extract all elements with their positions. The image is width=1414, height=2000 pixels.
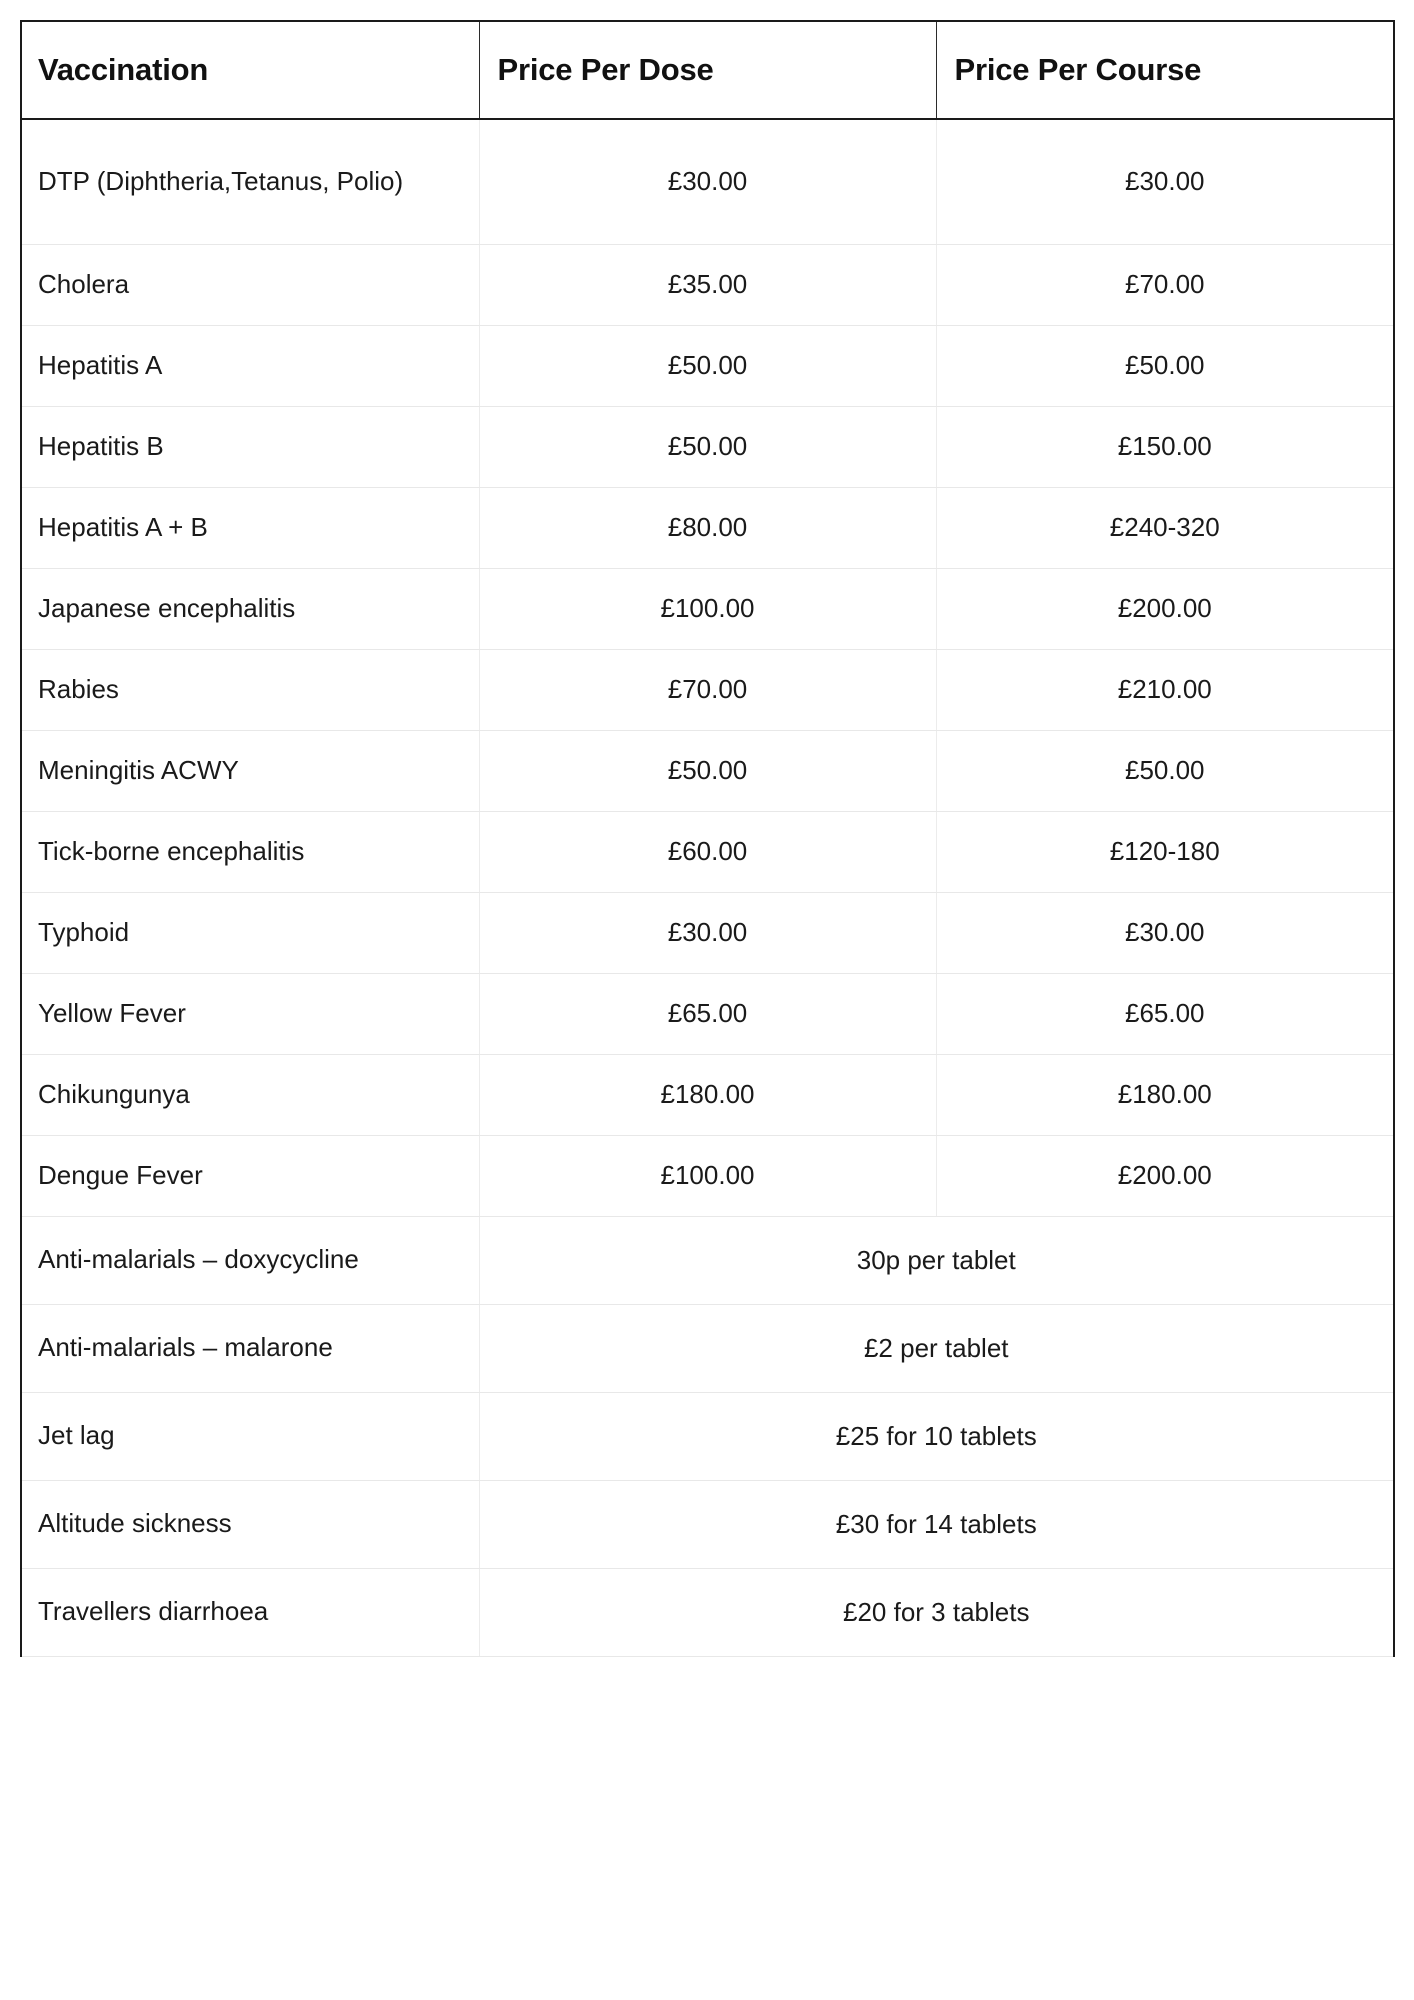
cell-price-per-course: £210.00 — [936, 649, 1394, 730]
cell-vaccination-name: Hepatitis B — [21, 406, 479, 487]
cell-vaccination-name: Anti-malarials – malarone — [21, 1304, 479, 1392]
cell-price-per-dose: £30.00 — [479, 119, 936, 244]
cell-price-per-course: £50.00 — [936, 325, 1394, 406]
table-row — [21, 119, 1394, 244]
cell-price-per-course: £150.00 — [936, 406, 1394, 487]
cell-price-per-dose: £100.00 — [479, 568, 936, 649]
cell-vaccination-name: Tick-borne encephalitis — [21, 811, 479, 892]
cell-vaccination-name: Meningitis ACWY — [21, 730, 479, 811]
cell-price-merged: £25 for 10 tablets — [479, 1392, 1394, 1480]
cell-price-per-course: £65.00 — [936, 973, 1394, 1054]
cell-price-per-dose: £65.00 — [479, 973, 936, 1054]
cell-price-per-course: £30.00 — [936, 892, 1394, 973]
table-row — [21, 325, 1394, 406]
table-row — [21, 730, 1394, 811]
cell-vaccination-name: Yellow Fever — [21, 973, 479, 1054]
column-header-vaccination: Vaccination — [21, 21, 479, 119]
cell-price-per-dose: £35.00 — [479, 244, 936, 325]
cell-vaccination-name: Japanese encephalitis — [21, 568, 479, 649]
cell-price-per-course: £180.00 — [936, 1054, 1394, 1135]
cell-price-per-course: £240-320 — [936, 487, 1394, 568]
table-row — [21, 568, 1394, 649]
table-row — [21, 487, 1394, 568]
column-header-price-per-dose: Price Per Dose — [479, 21, 936, 119]
table-row — [21, 892, 1394, 973]
cell-price-per-dose: £50.00 — [479, 325, 936, 406]
cell-price-per-dose: £60.00 — [479, 811, 936, 892]
table-row — [21, 244, 1394, 325]
table-body — [21, 119, 1394, 1656]
table-row — [21, 1135, 1394, 1216]
table-row — [21, 1480, 1394, 1568]
table-row — [21, 406, 1394, 487]
cell-price-per-course: £70.00 — [936, 244, 1394, 325]
cell-price-per-dose: £180.00 — [479, 1054, 936, 1135]
cell-price-per-course: £120-180 — [936, 811, 1394, 892]
cell-price-per-dose: £30.00 — [479, 892, 936, 973]
cell-vaccination-name: Rabies — [21, 649, 479, 730]
vaccination-price-table — [20, 20, 1395, 1657]
table-row — [21, 1054, 1394, 1135]
cell-price-per-dose: £70.00 — [479, 649, 936, 730]
cell-vaccination-name: Anti-malarials – doxycycline — [21, 1216, 479, 1304]
table-row — [21, 811, 1394, 892]
cell-price-per-dose: £80.00 — [479, 487, 936, 568]
cell-price-per-course: £200.00 — [936, 1135, 1394, 1216]
cell-price-per-dose: £50.00 — [479, 730, 936, 811]
cell-vaccination-name: Travellers diarrhoea — [21, 1568, 479, 1656]
cell-vaccination-name: Chikungunya — [21, 1054, 479, 1135]
table-row — [21, 1568, 1394, 1656]
cell-vaccination-name: DTP (Diphtheria,Tetanus, Polio) — [21, 119, 479, 244]
cell-price-per-course: £50.00 — [936, 730, 1394, 811]
cell-vaccination-name: Jet lag — [21, 1392, 479, 1480]
column-header-price-per-course: Price Per Course — [936, 21, 1394, 119]
cell-price-per-course: £30.00 — [936, 119, 1394, 244]
cell-vaccination-name: Cholera — [21, 244, 479, 325]
table-row — [21, 973, 1394, 1054]
table-row — [21, 649, 1394, 730]
cell-vaccination-name: Typhoid — [21, 892, 479, 973]
cell-price-per-course: £200.00 — [936, 568, 1394, 649]
cell-price-per-dose: £100.00 — [479, 1135, 936, 1216]
cell-vaccination-name: Dengue Fever — [21, 1135, 479, 1216]
cell-price-merged: £2 per tablet — [479, 1304, 1394, 1392]
table-header — [21, 21, 1394, 119]
cell-price-merged: £30 for 14 tablets — [479, 1480, 1394, 1568]
table-row — [21, 1304, 1394, 1392]
cell-price-per-dose: £50.00 — [479, 406, 936, 487]
table-row — [21, 1392, 1394, 1480]
cell-price-merged: £20 for 3 tablets — [479, 1568, 1394, 1656]
table-row — [21, 1216, 1394, 1304]
cell-vaccination-name: Altitude sickness — [21, 1480, 479, 1568]
header-row — [21, 21, 1394, 119]
cell-price-merged: 30p per tablet — [479, 1216, 1394, 1304]
cell-vaccination-name: Hepatitis A + B — [21, 487, 479, 568]
cell-vaccination-name: Hepatitis A — [21, 325, 479, 406]
